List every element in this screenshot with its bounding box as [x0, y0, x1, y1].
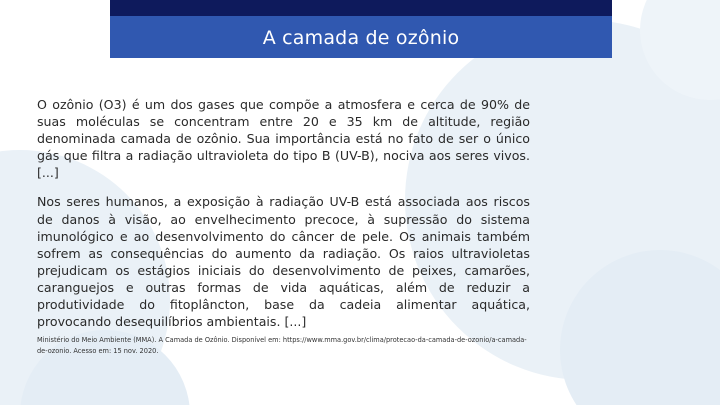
- title-banner-strip: [110, 0, 612, 16]
- source-reference: Ministério do Meio Ambiente (MMA). A Camada de Ozônio. Disponível em: https://www.mma.gov.br/clima/protecao-da-camada-de-ozonio/a-camada-de-ozonio. Acesso em: 15 nov. 2020.: [37, 336, 527, 356]
- slide-title: A camada de ozônio: [262, 27, 460, 49]
- paragraph-uvb-effects: Nos seres humanos, a exposição à radiação UV-B está associada aos riscos de danos à visão, ao envelhecimento precoce, à supressão do sistema imunológico e ao desenvolvimento do câncer de pele. Os animais também sofrem as consequências do aumento da radiação. Os raios ultravioletas prejudicam os estágios iniciais do desenvolvimento de peixes, camarões, caranguejos e outras formas de vida aquáticas, além de reduzir a produtividade do fitoplâncton, base da cadeia alimentar aquática, provocando desequilíbrios ambientais. [...]: [37, 194, 530, 330]
- title-banner: [110, 16, 612, 58]
- slide-body: [37, 96, 530, 357]
- paragraph-ozone-definition: O ozônio (O3) é um dos gases que compõe a atmosfera e cerca de 90% de suas moléculas se concentram entre 20 e 35 km de altitude, região denominada camada de ozônio. Sua importância está no fato de ser o único gás que filtra a radiação ultravioleta do tipo B (UV-B), nociva aos seres vivos. [...]: [37, 97, 530, 181]
